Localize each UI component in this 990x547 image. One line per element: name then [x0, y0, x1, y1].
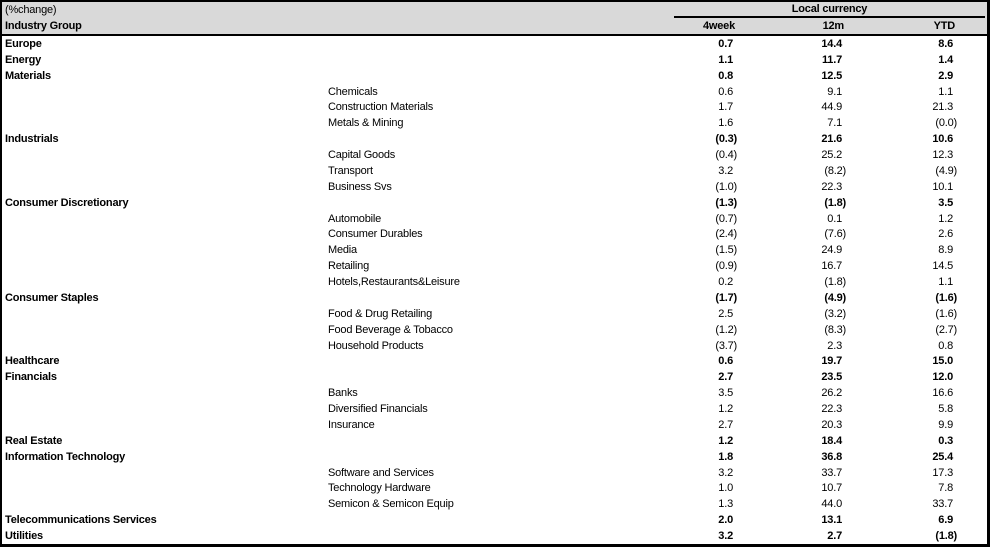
value-12m: 44.9 — [821, 101, 842, 114]
value-12m: 33.7 — [821, 466, 842, 479]
value-4week: 2.5 — [718, 307, 733, 320]
industry-label: Technology Hardware — [328, 482, 431, 495]
industry-label: Materials — [5, 69, 51, 82]
table-row — [2, 433, 987, 449]
header-row-units — [2, 2, 987, 18]
table-row — [2, 322, 987, 338]
table-row — [2, 115, 987, 131]
industry-label: Insurance — [328, 418, 375, 431]
industry-label: Consumer Durables — [328, 228, 423, 241]
table-row — [2, 227, 987, 243]
industry-label: Banks — [328, 387, 358, 400]
value-12m: 2.3 — [827, 339, 842, 352]
value-4week: 1.2 — [718, 403, 733, 416]
value-12m: 23.5 — [821, 371, 842, 384]
industry-label: Metals & Mining — [328, 117, 404, 130]
industry-label: Automobile — [328, 212, 382, 225]
col-header-4week: 4week — [702, 20, 735, 32]
value-ytd: 1.2 — [938, 212, 953, 225]
unit-label: (%change) — [5, 4, 57, 16]
table-row — [2, 179, 987, 195]
value-12m: 18.4 — [821, 434, 842, 447]
value-12m: 20.3 — [821, 418, 842, 431]
value-ytd: 14.5 — [932, 260, 953, 273]
value-4week: 3.2 — [718, 164, 733, 177]
industry-label: Telecommunications Services — [5, 514, 157, 527]
value-4week: 0.8 — [718, 69, 733, 82]
value-ytd: 10.1 — [932, 180, 953, 193]
value-ytd: 1.1 — [938, 276, 953, 289]
industry-label: Consumer Staples — [5, 291, 99, 304]
value-4week: 3.2 — [718, 530, 733, 543]
table-row — [2, 163, 987, 179]
industry-label: Healthcare — [5, 355, 60, 368]
row-header-industry-group: Industry Group — [5, 20, 82, 32]
value-ytd: 2.6 — [938, 228, 953, 241]
industry-label: Hotels,Restaurants&Leisure — [328, 276, 460, 289]
value-4week: 0.6 — [718, 85, 733, 98]
industry-label: Retailing — [328, 260, 370, 273]
value-4week: 1.2 — [718, 434, 733, 447]
value-12m: 7.1 — [827, 117, 842, 130]
value-12m: 16.7 — [821, 260, 842, 273]
value-12m: 19.7 — [821, 355, 842, 368]
col-header-ytd: YTD — [933, 20, 955, 32]
col-header-12m: 12m — [822, 20, 844, 32]
value-4week: (1.0) — [715, 180, 737, 193]
industry-label: Chemicals — [328, 85, 378, 98]
value-ytd: 33.7 — [932, 498, 953, 511]
table-row — [2, 512, 987, 528]
table-row — [2, 306, 987, 322]
value-ytd: 0.3 — [938, 434, 953, 447]
industry-label: Software and Services — [328, 466, 434, 479]
value-12m: 26.2 — [821, 387, 842, 400]
value-4week: (0.3) — [715, 133, 737, 146]
table-row — [2, 242, 987, 258]
value-12m: (1.8) — [824, 196, 846, 209]
value-ytd: 25.4 — [932, 450, 953, 463]
value-ytd: (1.6) — [935, 291, 957, 304]
industry-label: Transport — [328, 164, 373, 177]
value-4week: 0.6 — [718, 355, 733, 368]
value-4week: 1.0 — [718, 482, 733, 495]
value-ytd: (1.8) — [935, 530, 957, 543]
value-ytd: 16.6 — [932, 387, 953, 400]
industry-label: Information Technology — [5, 450, 126, 463]
value-4week: (2.4) — [715, 228, 737, 241]
value-ytd: 8.9 — [938, 244, 953, 257]
industry-label: Diversified Financials — [328, 403, 428, 416]
value-ytd: (4.9) — [935, 164, 957, 177]
value-4week: 0.2 — [718, 276, 733, 289]
value-4week: 1.1 — [718, 53, 733, 66]
value-12m: 13.1 — [821, 514, 842, 527]
value-12m: 10.7 — [821, 482, 842, 495]
value-12m: 22.3 — [821, 403, 842, 416]
industry-label: Capital Goods — [328, 149, 396, 162]
value-12m: (7.6) — [824, 228, 846, 241]
industry-label: Energy — [5, 53, 42, 66]
industry-label: Household Products — [328, 339, 424, 352]
table-row — [2, 68, 987, 84]
industry-label: Business Svs — [328, 180, 392, 193]
value-4week: 1.3 — [718, 498, 733, 511]
value-4week: 3.5 — [718, 387, 733, 400]
table-row — [2, 338, 987, 354]
value-4week: (1.2) — [715, 323, 737, 336]
value-ytd: 5.8 — [938, 403, 953, 416]
industry-label: Semicon & Semicon Equip — [328, 498, 454, 511]
value-ytd: 8.6 — [938, 37, 953, 50]
value-ytd: 1.1 — [938, 85, 953, 98]
table-row — [2, 100, 987, 116]
value-ytd: 12.3 — [932, 149, 953, 162]
value-ytd: 6.9 — [938, 514, 953, 527]
table-header — [2, 2, 987, 36]
value-ytd: 10.6 — [932, 133, 953, 146]
value-12m: 25.2 — [821, 149, 842, 162]
value-12m: 22.3 — [821, 180, 842, 193]
value-ytd: (2.7) — [935, 323, 957, 336]
industry-label: Real Estate — [5, 434, 63, 447]
value-12m: 36.8 — [821, 450, 842, 463]
value-ytd: 2.9 — [938, 69, 953, 82]
value-12m: 14.4 — [821, 37, 842, 50]
value-4week: 0.7 — [718, 37, 733, 50]
table-row — [2, 274, 987, 290]
industry-label: Industrials — [5, 133, 59, 146]
table-row — [2, 147, 987, 163]
value-4week: 2.0 — [718, 514, 733, 527]
table-row — [2, 211, 987, 227]
value-ytd: 7.8 — [938, 482, 953, 495]
value-12m: 12.5 — [821, 69, 842, 82]
table-row — [2, 131, 987, 147]
value-12m: 24.9 — [821, 244, 842, 257]
value-12m: 0.1 — [827, 212, 842, 225]
value-12m: (1.8) — [824, 276, 846, 289]
industry-label: Media — [328, 244, 357, 257]
value-ytd: (1.6) — [935, 307, 957, 320]
value-ytd: 3.5 — [938, 196, 953, 209]
industry-label: Consumer Discretionary — [5, 196, 129, 209]
group-header-local-currency: Local currency — [674, 2, 985, 18]
value-4week: (1.5) — [715, 244, 737, 257]
table-row — [2, 528, 987, 544]
table-body — [2, 36, 987, 544]
value-4week: 1.7 — [718, 101, 733, 114]
table-row — [2, 195, 987, 211]
value-4week: (1.7) — [715, 291, 737, 304]
table-row — [2, 52, 987, 68]
value-12m: (8.2) — [824, 164, 846, 177]
value-ytd: 12.0 — [932, 371, 953, 384]
value-ytd: 9.9 — [938, 418, 953, 431]
industry-label: Construction Materials — [328, 101, 434, 114]
value-4week: 3.2 — [718, 466, 733, 479]
value-4week: (0.9) — [715, 260, 737, 273]
value-4week: (3.7) — [715, 339, 737, 352]
industry-label: Europe — [5, 37, 42, 50]
value-12m: 9.1 — [827, 85, 842, 98]
value-4week: 1.8 — [718, 450, 733, 463]
value-4week: (0.7) — [715, 212, 737, 225]
industry-label: Food Beverage & Tobacco — [328, 323, 453, 336]
value-4week: 2.7 — [718, 371, 733, 384]
value-ytd: 15.0 — [932, 355, 953, 368]
value-4week: 2.7 — [718, 418, 733, 431]
value-ytd: 0.8 — [938, 339, 953, 352]
table-row — [2, 36, 987, 52]
table-row — [2, 385, 987, 401]
industry-label: Financials — [5, 371, 57, 384]
table-row — [2, 258, 987, 274]
value-4week: (1.3) — [715, 196, 737, 209]
table-row — [2, 417, 987, 433]
table-row — [2, 401, 987, 417]
value-ytd: 1.4 — [938, 53, 953, 66]
value-12m: 11.7 — [821, 53, 842, 66]
value-ytd: (0.0) — [935, 117, 957, 130]
table-row — [2, 290, 987, 306]
industry-label: Utilities — [5, 530, 43, 543]
header-row-columns — [2, 18, 987, 34]
value-ytd: 17.3 — [932, 466, 953, 479]
table-row — [2, 465, 987, 481]
table-row — [2, 496, 987, 512]
value-12m: 21.6 — [821, 133, 842, 146]
value-4week: (0.4) — [715, 149, 737, 162]
value-12m: (8.3) — [824, 323, 846, 336]
table-row — [2, 369, 987, 385]
value-12m: (4.9) — [824, 291, 846, 304]
table-row — [2, 84, 987, 100]
value-4week: 1.6 — [718, 117, 733, 130]
industry-label: Food & Drug Retailing — [328, 307, 433, 320]
table-row — [2, 354, 987, 370]
value-ytd: 21.3 — [932, 101, 953, 114]
table-row — [2, 481, 987, 497]
value-12m: (3.2) — [824, 307, 846, 320]
value-12m: 2.7 — [827, 530, 842, 543]
table-row — [2, 449, 987, 465]
value-12m: 44.0 — [821, 498, 842, 511]
